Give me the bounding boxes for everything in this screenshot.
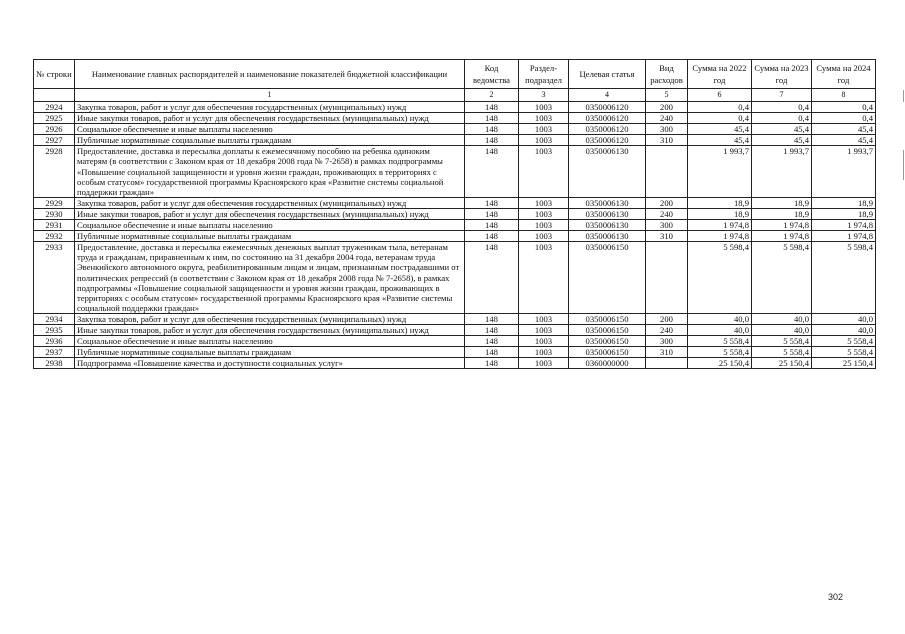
cell-sum-2022: 45,4: [688, 135, 752, 146]
cell-sum-2024: 25 150,4: [812, 358, 876, 369]
cell-dept-code: 148: [465, 220, 519, 231]
cell-sum-2022: 0,4: [688, 102, 752, 113]
cell-sum-2024: 0,4: [812, 113, 876, 124]
cell-dept-code: 148: [465, 113, 519, 124]
cell-target: 0350006150: [569, 336, 646, 347]
cell-sum-2023: 5 558,4: [752, 347, 812, 358]
column-number: 7: [752, 89, 812, 102]
cell-sum-2023: 1 993,7: [752, 146, 812, 197]
cell-row-number: 2930: [34, 208, 75, 219]
cell-sum-2022: 1 974,8: [688, 220, 752, 231]
cell-sum-2023: 40,0: [752, 324, 812, 335]
header-row-number: № строки: [34, 60, 75, 89]
cell-sum-2022: 5 558,4: [688, 347, 752, 358]
cell-section: 1003: [519, 208, 569, 219]
table-row: [34, 358, 876, 369]
cell-sum-2024: 45,4: [812, 124, 876, 135]
cell-sum-2023: 0,4: [752, 102, 812, 113]
cell-sum-2024: 18,9: [812, 197, 876, 208]
cell-name: Публичные нормативные социальные выплаты гражданам: [75, 231, 465, 242]
column-number-row: [34, 89, 876, 102]
column-number: 1: [75, 89, 465, 102]
cell-target: 0350006150: [569, 242, 646, 314]
table-header-row: [34, 60, 876, 89]
table-row: [34, 146, 876, 197]
column-number: 6: [688, 89, 752, 102]
page-number: 302: [828, 592, 844, 602]
cell-target: 0350006120: [569, 124, 646, 135]
cell-target: 0350006130: [569, 231, 646, 242]
table-body: [34, 102, 876, 369]
cell-row-number: 2926: [34, 124, 75, 135]
cell-row-number: 2931: [34, 220, 75, 231]
cell-row-number: 2935: [34, 324, 75, 335]
cell-name: Закупка товаров, работ и услуг для обеспечения государственных (муниципальных) нужд: [75, 313, 465, 324]
cell-target: 0350006150: [569, 324, 646, 335]
cell-dept-code: 148: [465, 102, 519, 113]
column-number: 3: [519, 89, 569, 102]
cell-sum-2022: 40,0: [688, 313, 752, 324]
header-name: Наименование главных распорядителей и наименование показателей бюджетной классификации: [75, 60, 465, 89]
cell-sum-2024: 45,4: [812, 135, 876, 146]
cell-row-number: 2924: [34, 102, 75, 113]
cell-target: 0350006130: [569, 208, 646, 219]
header-sum-2024: Сумма на 2024 год: [812, 60, 876, 89]
cell-name: Публичные нормативные социальные выплаты гражданам: [75, 135, 465, 146]
column-number: 5: [646, 89, 688, 102]
cell-name: Закупка товаров, работ и услуг для обеспечения государственных (муниципальных) нужд: [75, 197, 465, 208]
header-dept-code: Код ведомства: [465, 60, 519, 89]
table-row: [34, 197, 876, 208]
table-row: [34, 113, 876, 124]
column-number: 8: [812, 89, 876, 102]
column-number: [34, 89, 75, 102]
table-row: [34, 220, 876, 231]
cell-sum-2024: 40,0: [812, 324, 876, 335]
cell-target: 0350006130: [569, 220, 646, 231]
cell-row-number: 2932: [34, 231, 75, 242]
cell-dept-code: 148: [465, 336, 519, 347]
cell-sum-2023: 5 598,4: [752, 242, 812, 314]
cell-row-number: 2934: [34, 313, 75, 324]
cell-expense-type: 300: [646, 220, 688, 231]
cell-section: 1003: [519, 124, 569, 135]
cell-sum-2024: 0,4: [812, 102, 876, 113]
cell-expense-type: 240: [646, 208, 688, 219]
cell-dept-code: 148: [465, 135, 519, 146]
table-row: [34, 102, 876, 113]
cell-name: Социальное обеспечение и иные выплаты населению: [75, 124, 465, 135]
table-row: [34, 208, 876, 219]
cell-target: 0350006120: [569, 135, 646, 146]
cell-row-number: 2938: [34, 358, 75, 369]
scan-edge-mark: [903, 90, 904, 102]
cell-section: 1003: [519, 113, 569, 124]
cell-expense-type: [646, 146, 688, 197]
cell-row-number: 2933: [34, 242, 75, 314]
cell-sum-2023: 18,9: [752, 197, 812, 208]
table-row: [34, 135, 876, 146]
header-section: Раздел-подраздел: [519, 60, 569, 89]
cell-sum-2022: 45,4: [688, 124, 752, 135]
cell-expense-type: 310: [646, 231, 688, 242]
cell-name: Предоставление, доставка и пересылка ежемесячных денежных выплат труженикам тыла, ветеранам труда и гражданам, приравненным к ним, по состоянию на 31 декабря 2004 года, ветеранам труда Эвенкийского автономного округа, реабилитированным лицам и лицам, признанным пострадавшими от политических репрессий (в соответствии с Законом края от 18 декабря 2008 года № 7-2658), в рамках подпрограммы «Повышение социальной защищенности и уровня жизни граждан, проживающих в территориях с особым статусом» государственной программы Красноярского края «Развитие системы социальной поддержки граждан»: [75, 242, 465, 314]
cell-name: Закупка товаров, работ и услуг для обеспечения государственных (муниципальных) нужд: [75, 102, 465, 113]
cell-sum-2024: 5 558,4: [812, 336, 876, 347]
column-number: 2: [465, 89, 519, 102]
table-row: [34, 313, 876, 324]
budget-table: [33, 59, 876, 369]
cell-row-number: 2928: [34, 146, 75, 197]
cell-section: 1003: [519, 347, 569, 358]
cell-sum-2023: 45,4: [752, 135, 812, 146]
cell-sum-2022: 5 598,4: [688, 242, 752, 314]
table-row: [34, 242, 876, 314]
table-row: [34, 336, 876, 347]
cell-sum-2023: 5 558,4: [752, 336, 812, 347]
cell-expense-type: 310: [646, 347, 688, 358]
cell-dept-code: 148: [465, 313, 519, 324]
cell-dept-code: 148: [465, 146, 519, 197]
cell-section: 1003: [519, 102, 569, 113]
scan-edge-mark: [903, 150, 904, 180]
cell-section: 1003: [519, 146, 569, 197]
cell-dept-code: 148: [465, 358, 519, 369]
header-sum-2023: Сумма на 2023 год: [752, 60, 812, 89]
cell-sum-2022: 25 150,4: [688, 358, 752, 369]
cell-sum-2024: 5 598,4: [812, 242, 876, 314]
cell-name: Подпрограмма «Повышение качества и доступности социальных услуг»: [75, 358, 465, 369]
cell-target: 0350006120: [569, 113, 646, 124]
cell-name: Социальное обеспечение и иные выплаты населению: [75, 220, 465, 231]
header-expense-type: Вид расходов: [646, 60, 688, 89]
cell-target: 0350006150: [569, 347, 646, 358]
cell-sum-2023: 18,9: [752, 208, 812, 219]
cell-section: 1003: [519, 220, 569, 231]
cell-section: 1003: [519, 313, 569, 324]
cell-section: 1003: [519, 336, 569, 347]
cell-sum-2024: 1 974,8: [812, 220, 876, 231]
cell-section: 1003: [519, 358, 569, 369]
cell-expense-type: 240: [646, 324, 688, 335]
cell-dept-code: 148: [465, 197, 519, 208]
cell-sum-2023: 1 974,8: [752, 220, 812, 231]
cell-expense-type: 300: [646, 124, 688, 135]
cell-target: 0360000000: [569, 358, 646, 369]
cell-dept-code: 148: [465, 208, 519, 219]
cell-dept-code: 148: [465, 124, 519, 135]
cell-row-number: 2927: [34, 135, 75, 146]
cell-target: 0350006130: [569, 197, 646, 208]
cell-name: Иные закупки товаров, работ и услуг для обеспечения государственных (муниципальных) нужд: [75, 324, 465, 335]
cell-dept-code: 148: [465, 231, 519, 242]
cell-expense-type: 200: [646, 102, 688, 113]
cell-expense-type: 240: [646, 113, 688, 124]
header-sum-2022: Сумма на 2022 год: [688, 60, 752, 89]
cell-section: 1003: [519, 242, 569, 314]
cell-sum-2022: 18,9: [688, 208, 752, 219]
cell-name: Иные закупки товаров, работ и услуг для обеспечения государственных (муниципальных) нужд: [75, 113, 465, 124]
cell-sum-2024: 1 993,7: [812, 146, 876, 197]
cell-dept-code: 148: [465, 347, 519, 358]
cell-target: 0350006150: [569, 313, 646, 324]
cell-dept-code: 148: [465, 324, 519, 335]
cell-row-number: 2929: [34, 197, 75, 208]
cell-sum-2022: 5 558,4: [688, 336, 752, 347]
cell-sum-2024: 40,0: [812, 313, 876, 324]
cell-sum-2022: 1 974,8: [688, 231, 752, 242]
cell-row-number: 2936: [34, 336, 75, 347]
cell-sum-2023: 40,0: [752, 313, 812, 324]
column-number: 4: [569, 89, 646, 102]
cell-target: 0350006120: [569, 102, 646, 113]
cell-section: 1003: [519, 324, 569, 335]
cell-name: Иные закупки товаров, работ и услуг для обеспечения государственных (муниципальных) нужд: [75, 208, 465, 219]
cell-expense-type: 310: [646, 135, 688, 146]
cell-section: 1003: [519, 135, 569, 146]
table-row: [34, 324, 876, 335]
cell-sum-2023: 25 150,4: [752, 358, 812, 369]
cell-sum-2023: 0,4: [752, 113, 812, 124]
cell-row-number: 2937: [34, 347, 75, 358]
cell-section: 1003: [519, 231, 569, 242]
cell-name: Предоставление, доставка и пересылка доплаты к ежемесячному пособию на ребенка одиноким матерям (в соответствии с Законом края от 18 декабря 2008 года № 7-2658) в рамках подпрограммы «Повышение социальной защищенности и уровня жизни граждан, проживающих в территориях с особым статусом» государственной программы Красноярского края «Развитие системы социальной поддержки граждан»: [75, 146, 465, 197]
cell-sum-2022: 1 993,7: [688, 146, 752, 197]
cell-sum-2023: 1 974,8: [752, 231, 812, 242]
cell-expense-type: 300: [646, 336, 688, 347]
cell-expense-type: [646, 242, 688, 314]
cell-sum-2024: 5 558,4: [812, 347, 876, 358]
cell-sum-2022: 40,0: [688, 324, 752, 335]
cell-section: 1003: [519, 197, 569, 208]
table-row: [34, 231, 876, 242]
cell-sum-2024: 1 974,8: [812, 231, 876, 242]
table-row: [34, 124, 876, 135]
cell-expense-type: 200: [646, 197, 688, 208]
header-target: Целевая статья: [569, 60, 646, 89]
cell-target: 0350006130: [569, 146, 646, 197]
cell-dept-code: 148: [465, 242, 519, 314]
cell-sum-2024: 18,9: [812, 208, 876, 219]
cell-expense-type: [646, 358, 688, 369]
cell-name: Социальное обеспечение и иные выплаты населению: [75, 336, 465, 347]
cell-sum-2023: 45,4: [752, 124, 812, 135]
table-row: [34, 347, 876, 358]
cell-sum-2022: 0,4: [688, 113, 752, 124]
cell-row-number: 2925: [34, 113, 75, 124]
cell-expense-type: 200: [646, 313, 688, 324]
cell-name: Публичные нормативные социальные выплаты гражданам: [75, 347, 465, 358]
cell-sum-2022: 18,9: [688, 197, 752, 208]
